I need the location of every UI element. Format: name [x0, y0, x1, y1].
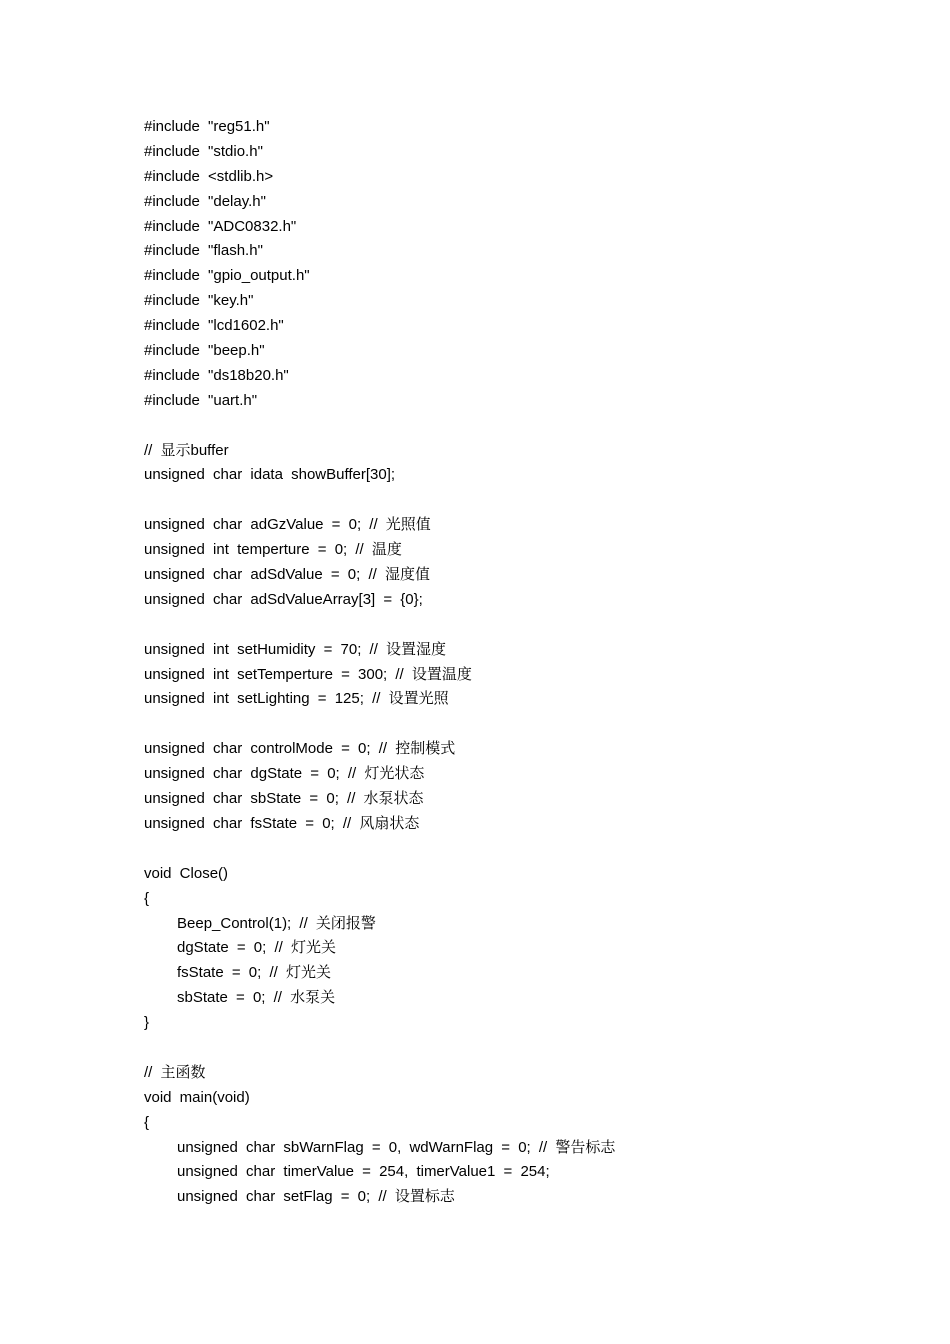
- code-line: #include "key.h": [144, 292, 254, 310]
- code-line: #include "stdio.h": [144, 142, 263, 160]
- blank-line: [144, 837, 844, 862]
- code-line: // 显示buffer: [144, 441, 229, 459]
- code-line: #include "gpio_output.h": [144, 267, 310, 285]
- code-line: unsigned char adSdValueArray[3] = {0};: [144, 590, 423, 608]
- code-line: #include "flash.h": [144, 242, 263, 260]
- code-line: #include "ADC0832.h": [144, 217, 297, 235]
- code-line: {: [144, 1113, 150, 1131]
- code-listing: [144, 115, 844, 1210]
- blank-line: [144, 613, 844, 638]
- code-line: unsigned char setFlag = 0; // 设置标志: [177, 1188, 455, 1206]
- code-line: unsigned int setLighting = 125; // 设置光照: [144, 690, 449, 708]
- code-line: fsState = 0; // 灯光关: [177, 964, 331, 982]
- code-line: }: [144, 1014, 150, 1032]
- code-line: #include "lcd1602.h": [144, 317, 284, 335]
- code-line: unsigned char adGzValue = 0; // 光照值: [144, 516, 431, 534]
- code-line: unsigned int temperture = 0; // 温度: [144, 541, 402, 559]
- blank-line: [144, 1036, 844, 1061]
- code-line: void main(void): [144, 1088, 250, 1106]
- code-line: unsigned char idata showBuffer[30];: [144, 466, 396, 484]
- code-line: #include "uart.h": [144, 391, 258, 409]
- code-line: unsigned char sbWarnFlag = 0, wdWarnFlag = 0; // 警告标志: [177, 1138, 616, 1156]
- code-line: #include "delay.h": [144, 192, 266, 210]
- code-line: unsigned char dgState = 0; // 灯光状态: [144, 765, 425, 783]
- code-line: void Close(): [144, 864, 229, 882]
- code-line: #include "ds18b20.h": [144, 366, 289, 384]
- code-line: dgState = 0; // 灯光关: [177, 939, 336, 957]
- code-line: #include "beep.h": [144, 342, 265, 360]
- code-line: // 主函数: [144, 1063, 206, 1081]
- code-line: #include "reg51.h": [144, 118, 270, 135]
- code-line: Beep_Control(1); // 关闭报警: [177, 914, 376, 932]
- code-line: unsigned char adSdValue = 0; // 湿度值: [144, 566, 430, 584]
- code-line: unsigned char controlMode = 0; // 控制模式: [144, 740, 456, 758]
- blank-line: [144, 488, 844, 513]
- code-line: unsigned char fsState = 0; // 风扇状态: [144, 814, 420, 832]
- code-line: unsigned char sbState = 0; // 水泵状态: [144, 790, 424, 808]
- code-line: unsigned int setHumidity = 70; // 设置湿度: [144, 640, 447, 658]
- blank-line: [144, 712, 844, 737]
- code-line: unsigned char timerValue = 254, timerValue1 = 254;: [177, 1163, 550, 1181]
- code-line: unsigned int setTemperture = 300; // 设置温度: [144, 665, 472, 683]
- blank-line: [144, 414, 844, 439]
- code-line: sbState = 0; // 水泵关: [177, 989, 336, 1007]
- code-line: {: [144, 889, 150, 907]
- code-line: #include <stdlib.h>: [144, 167, 274, 185]
